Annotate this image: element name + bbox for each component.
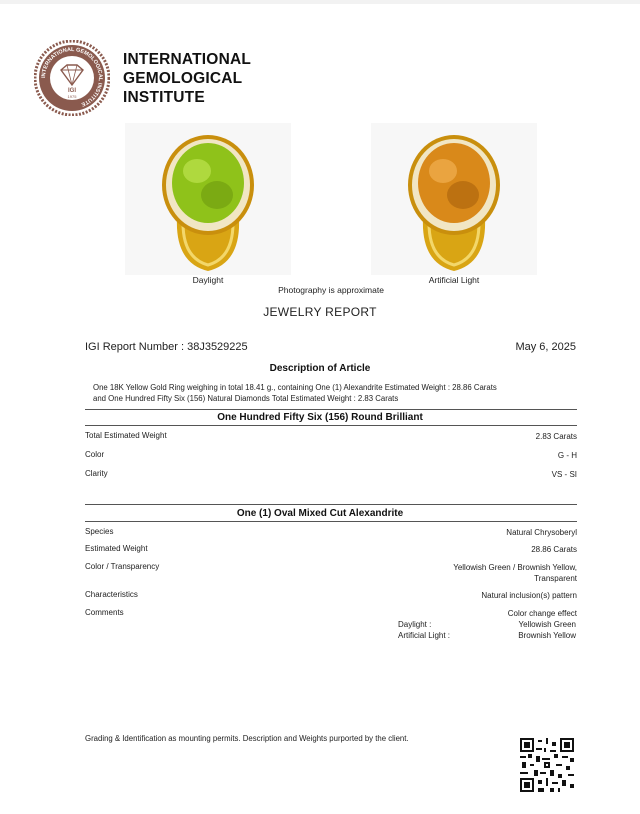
row-label: Color / Transparency — [85, 562, 160, 571]
divider — [85, 504, 577, 505]
row-label: Color — [85, 450, 105, 459]
qr-code[interactable] — [520, 738, 574, 792]
report-title: JEWELRY REPORT — [263, 305, 377, 319]
report-number: IGI Report Number : 38J3529225 — [85, 341, 248, 353]
logo-letters: IGI — [67, 88, 77, 94]
row-label: Total Estimated Weight — [85, 431, 167, 440]
caption-artificial-light: Artificial Light — [428, 275, 480, 285]
row-label: Characteristics — [85, 590, 138, 599]
description-line-1: One 18K Yellow Gold Ring weighing in total 18.41 g., containing One (1) Alexandrite Estimated Weight : 28.86 Carats — [93, 383, 497, 392]
row-label: Species — [85, 527, 114, 536]
row-label: Comments — [85, 608, 124, 617]
report-date: May 6, 2025 — [515, 341, 576, 353]
divider — [85, 425, 577, 426]
diamonds-heading: One Hundred Fifty Six (156) Round Brilliant — [217, 412, 423, 423]
caption-daylight: Daylight — [192, 275, 224, 285]
artificial-light-value: Brownish Yellow — [518, 631, 576, 640]
org-line-1: INTERNATIONAL — [123, 51, 252, 68]
ring-photo-daylight — [125, 123, 291, 275]
logo-ring-text: INTERNATIONAL GEMOLOGICAL INSTITUTE — [40, 46, 104, 108]
footer-note: Grading & Identification as mounting permits. Description and Weights purported by the client. — [85, 734, 409, 743]
organization-name — [123, 50, 251, 107]
photography-note: Photography is approximate — [278, 285, 384, 295]
ring-photo-artificial-light — [371, 123, 537, 275]
daylight-label: Daylight : — [398, 620, 432, 629]
alexandrite-heading: One (1) Oval Mixed Cut Alexandrite — [236, 508, 404, 519]
artificial-light-label: Artificial Light : — [398, 631, 451, 640]
divider — [85, 409, 577, 410]
description-heading: Description of Article — [269, 363, 371, 374]
row-value: 2.83 Carats — [535, 432, 577, 441]
igi-seal-logo — [34, 40, 110, 116]
row-label: Estimated Weight — [85, 544, 148, 553]
row-value: 28.86 Carats — [531, 545, 577, 554]
row-value — [453, 562, 577, 584]
row-value: VS - SI — [551, 470, 577, 479]
description-line-2: and One Hundred Fifty Six (156) Natural Diamonds Total Estimated Weight : 2.83 Carats — [93, 394, 399, 403]
color-value-line-1: Yellowish Green / Brownish Yellow, — [453, 563, 577, 572]
row-value: Color change effect — [507, 609, 577, 618]
row-value: G - H — [557, 451, 577, 460]
row-value: Natural Chrysoberyl — [506, 528, 577, 537]
divider — [85, 521, 577, 522]
org-line-3: INSTITUTE — [123, 89, 205, 106]
row-label: Clarity — [85, 469, 108, 478]
daylight-value: Yellowish Green — [518, 620, 576, 629]
org-line-2: GEMOLOGICAL — [123, 70, 243, 87]
top-edge — [0, 0, 640, 4]
row-value: Natural inclusion(s) pattern — [481, 591, 577, 600]
logo-year: 1975 — [67, 94, 77, 99]
description-text — [93, 382, 573, 404]
color-value-line-2: Transparent — [534, 574, 577, 583]
